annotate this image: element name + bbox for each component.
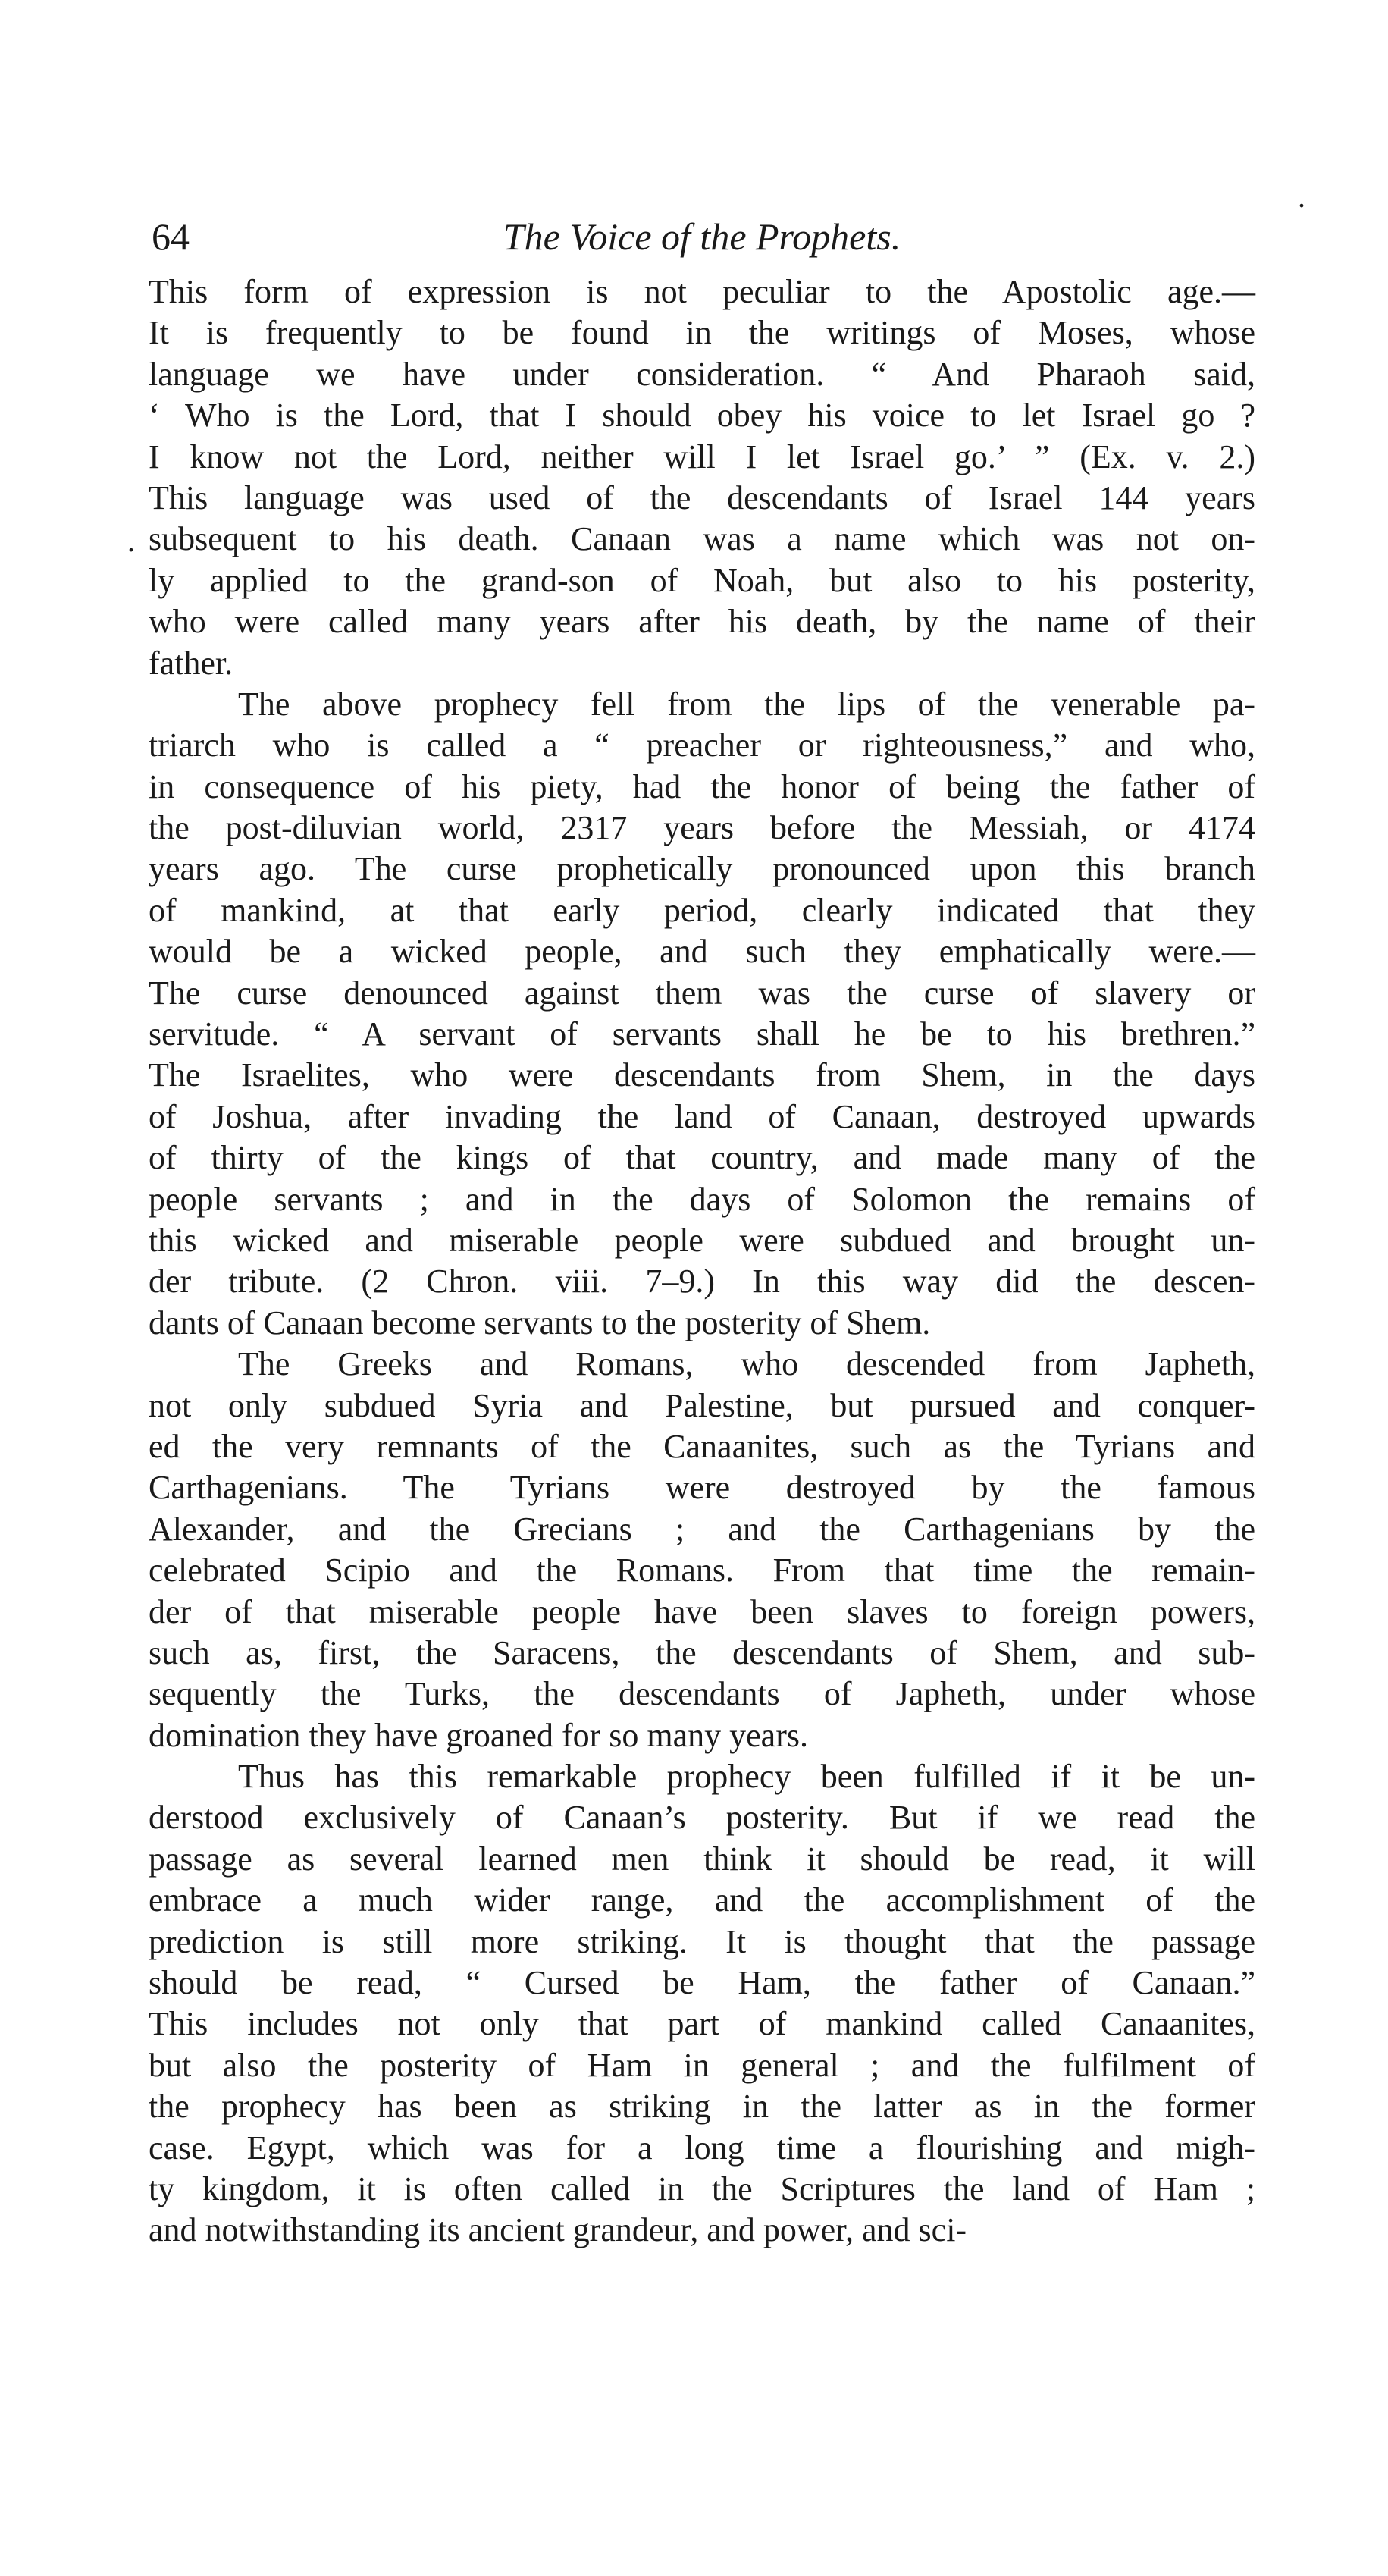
text-line: sequently the Turks, the descendants of Japheth, under whose xyxy=(149,1675,1255,1713)
text-line: The curse denounced against them was the curse of slavery or xyxy=(149,974,1255,1012)
running-head xyxy=(149,212,1255,261)
text-line: such as, first, the Saracens, the descendants of Shem, and sub- xyxy=(149,1633,1255,1671)
text-line: It is frequently to be found in the writings of Moses, whose xyxy=(149,314,1255,352)
text-line: This includes not only that part of mankind called Canaanites, xyxy=(149,2005,1255,2043)
text-line: Alexander, and the Grecians ; and the Carthagenians by the xyxy=(149,1510,1255,1548)
text-line: der tribute. (2 Chron. viii. 7–9.) In this way did the descen- xyxy=(149,1263,1255,1301)
text-line: who were called many years after his death, by the name of their xyxy=(149,603,1255,641)
text-line: this wicked and miserable people were subdued and brought un- xyxy=(149,1221,1255,1259)
text-line: prediction is still more striking. It is thought that the passage xyxy=(149,1922,1255,1960)
text-line: I know not the Lord, neither will I let Israel go.’ ” (Ex. v. 2.) xyxy=(149,438,1255,475)
text-line: of Joshua, after invading the land of Canaan, destroyed upwards xyxy=(149,1097,1255,1135)
book-page xyxy=(149,212,1255,2251)
text-line: dants of Canaan become servants to the posterity of Shem. xyxy=(149,1304,931,1341)
text-line: triarch who is called a “ preacher or righteousness,” and who, xyxy=(149,726,1255,764)
text-line: the post-diluvian world, 2317 years before the Messiah, or 4174 xyxy=(149,809,1255,847)
text-line: should be read, “ Cursed be Ham, the father of Canaan.” xyxy=(149,1964,1255,2002)
text-line: This language was used of the descendants of Israel 144 years xyxy=(149,478,1255,516)
paragraph xyxy=(149,1756,1255,2251)
text-line: of thirty of the kings of that country, and made many of the xyxy=(149,1139,1255,1177)
margin-dot: . xyxy=(1298,180,1305,214)
text-line: language we have under consideration. “ And Pharaoh said, xyxy=(149,355,1255,393)
text-line: domination they have groaned for so many years. xyxy=(149,1716,808,1754)
text-line: case. Egypt, which was for a long time a flourishing and migh- xyxy=(149,2129,1255,2167)
text-line: of mankind, at that early period, clearly indicated that they xyxy=(149,891,1255,929)
text-line: ty kingdom, it is often called in the Scriptures the land of Ham ; xyxy=(149,2170,1255,2207)
text-line: The Israelites, who were descendants from Shem, in the days xyxy=(149,1056,1255,1094)
text-line: celebrated Scipio and the Romans. From that time the remain- xyxy=(149,1552,1255,1589)
text-line: years ago. The curse prophetically pronounced upon this branch xyxy=(149,850,1255,888)
paragraph xyxy=(149,684,1255,1344)
text-line: passage as several learned men think it should be read, it will xyxy=(149,1840,1255,1878)
text-line: Thus has this remarkable prophecy been fulfilled if it be un- xyxy=(238,1758,1255,1796)
paragraph xyxy=(149,271,1255,684)
text-line: in consequence of his piety, had the honor of being the father of xyxy=(149,767,1255,805)
text-line: The above prophecy fell from the lips of the venerable pa- xyxy=(238,685,1255,723)
text-line: ly applied to the grand-son of Noah, but also to his posterity, xyxy=(149,561,1255,599)
body-text xyxy=(149,271,1255,2251)
text-line: Carthagenians. The Tyrians were destroyed by the famous xyxy=(149,1469,1255,1507)
text-line: father. xyxy=(149,644,233,682)
text-line: subsequent to his death. Canaan was a name which was not on- xyxy=(149,520,1255,558)
text-line: people servants ; and in the days of Solomon the remains of xyxy=(149,1180,1255,1218)
text-line: not only subdued Syria and Palestine, but pursued and conquer- xyxy=(149,1386,1255,1424)
page-number: 64 xyxy=(152,215,190,258)
text-line: embrace a much wider range, and the accomplishment of the xyxy=(149,1881,1255,1919)
running-title: The Voice of the Prophets. xyxy=(503,215,901,258)
paragraph xyxy=(149,1344,1255,1756)
text-line: would be a wicked people, and such they emphatically were.— xyxy=(149,933,1255,971)
text-line: the prophecy has been as striking in the latter as in the former xyxy=(149,2088,1255,2126)
text-line: derstood exclusively of Canaan’s posterity. But if we read the xyxy=(149,1799,1255,1837)
margin-dot: . xyxy=(127,524,135,558)
text-line: ed the very remnants of the Canaanites, such as the Tyrians and xyxy=(149,1427,1255,1465)
text-line: der of that miserable people have been slaves to foreign powers, xyxy=(149,1592,1255,1630)
text-line: servitude. “ A servant of servants shall he be to his brethren.” xyxy=(149,1015,1255,1053)
text-line: This form of expression is not peculiar to the Apostolic age.— xyxy=(149,273,1255,310)
text-line: The Greeks and Romans, who descended from Japheth, xyxy=(238,1345,1255,1383)
text-line: but also the posterity of Ham in general ; and the fulfilment of xyxy=(149,2046,1255,2084)
text-line: ‘ Who is the Lord, that I should obey his voice to let Israel go ? xyxy=(149,397,1255,435)
text-line: and notwithstanding its ancient grandeur, and power, and sci- xyxy=(149,2211,967,2249)
